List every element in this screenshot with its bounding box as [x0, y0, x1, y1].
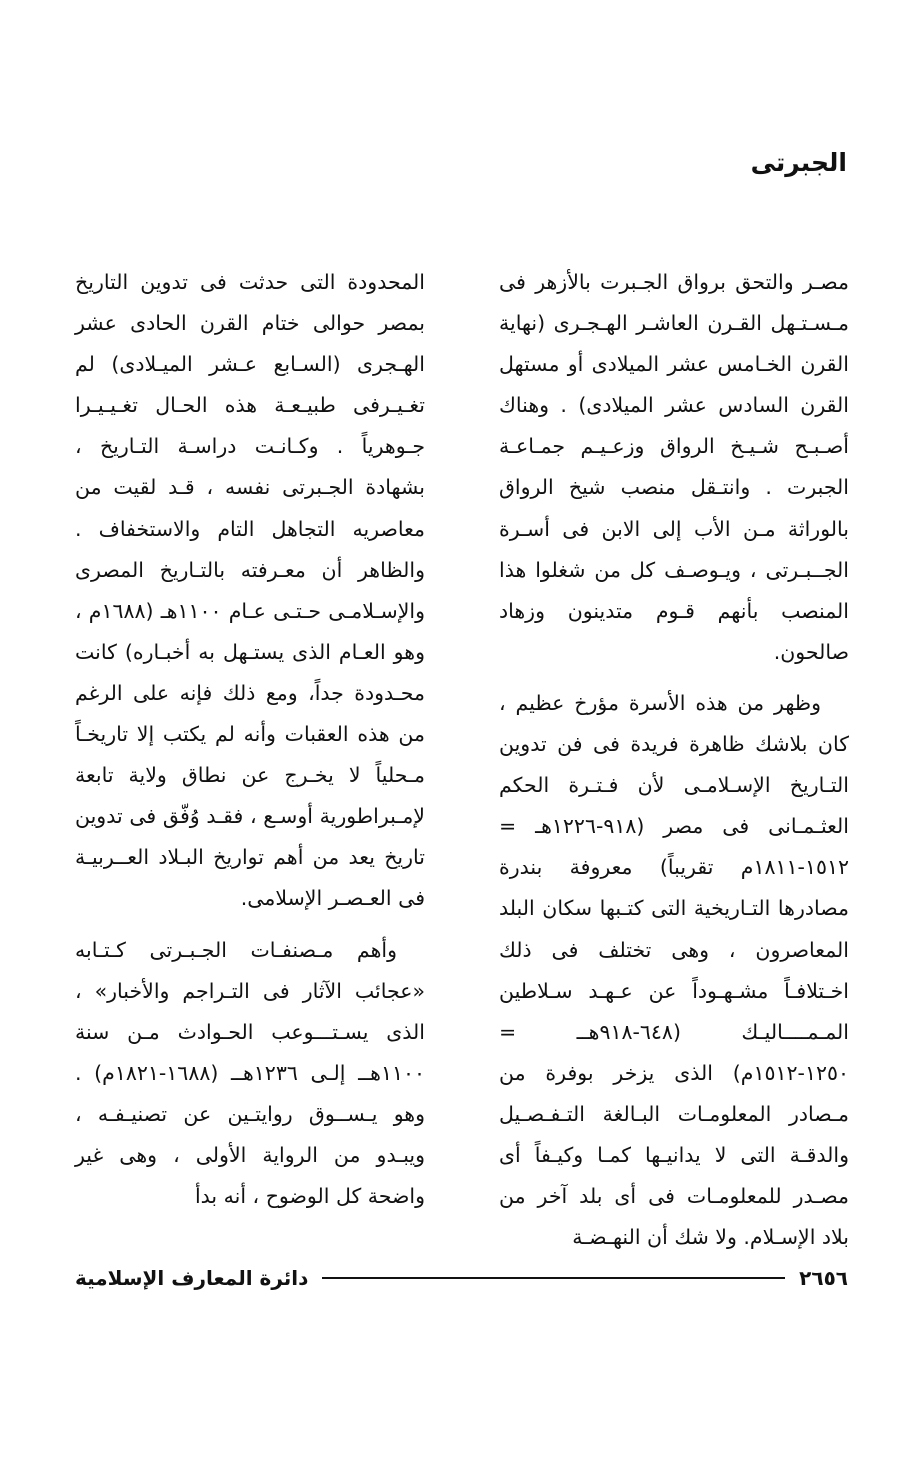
paragraph: المحدودة التى حدثت فى تدوين التاريخ بمصر حوالى ختام القرن الحادى عشر الهـجرى (السـابع عـشر الميـلادى) لم تغـيـرفى طبيـعـة هذه الحـال تغـيـيـرا جـوهرياً . وكـانـت دراسـة التـاريخ ، بشهادة الجـبرتى نفسه ، قـد لقيت من معاصريه التجاهل التام والاستخفاف . والظاهر أن معـرفته بالتـاريخ المصرى والإسـلامـى حـتـى عـام ١١٠٠هـ (١٦٨٨م ، وهو العـام الذى يستـهل به أخبـاره) كانت محـدودة جداً، ومع ذلك فإنه على الرغم من هذه العقبات وأنه لم يكتب إلا تاريخـاً مـحلياً لا يخـرج عن نطاق ولاية تابعة لإمـبراطورية أوسـع ، فقـد وُفّق فى تدوين تاريخ يعد من أهم تواريخ البـلاد العــربيـة فى العـصـر الإسلامى.	[75, 270, 425, 911]
page-title: الجبرتى	[750, 148, 847, 177]
text-column-left	[75, 262, 425, 1217]
publication-title: دائرة المعارف الإسلامية	[75, 1266, 309, 1290]
page-number: ٢٦٥٦	[799, 1266, 848, 1290]
text-column-right	[499, 262, 849, 1258]
page-footer	[75, 1266, 848, 1290]
paragraph: وظهر من هذه الأسرة مؤرخ عظيم ، كان بلاشك ظاهرة فريدة فى فن تدوين التـاريخ الإسـلامـى لأن فـتـرة الحكم العثـمـانى فى مصر (٩١٨-١٢٢٦هـ = ١٥١٢-١٨١١م تقريباً) معروفة بندرة مصادرها التـاريخية التى كتـبها سكان البلد المعاصرون ، وهى تختلف فى ذلك اخـتلافـاً مشـهـوداً عن عـهـد سـلاطين المـمــــاليـك (٦٤٨-٩١٨هــ = ١٢٥٠-١٥١٢م) الذى يزخر بوفرة من مـصادر المعلومـات البـالغة التـفـصـيل والدقـة التى لا يدانيـها كمـا وكيـفاً أى مصـدر للمعلومـات فى أى بلد آخر من بلاد الإسـلام. ولا شك أن النهـضـة	[499, 690, 850, 1250]
paragraph: مصـر والتحق برواق الجـبرت بالأزهر فى مـسـتـهل القـرن العاشـر الهـجـرى (نهاية القرن الخـامس عشر الميلادى أو مستهل القرن السادس عشر الميلادى) . وهناك أصـبـح شـيـخ الرواق وزعـيـم جمـاعـة الجبرت . وانتـقل منصب شيخ الرواق بالوراثة مـن الأب إلى الابن فى أسـرة الجــبـرتى ، ويـوصـف كل من شغلوا هذا المنصب بأنهم قـوم متدينون وزهاد صالحون.	[499, 270, 849, 664]
footer-divider	[322, 1277, 785, 1279]
paragraph: وأهم مـصنفـات الجـبـرتى كـتـابه «عجائب الآثار فى التـراجم والأخبار» ، الذى يسـتـــوعب الحـوادث مـن سنة ١١٠٠هــ إلـى ١٢٣٦هــ (١٦٨٨-١٨٢١م) . وهو يـســوق روايتـين عن تصنيـفـه ، ويبـدو من الرواية الأولى ، وهى غير واضحة كل الوضوح ، أنه بدأ	[75, 937, 425, 1209]
